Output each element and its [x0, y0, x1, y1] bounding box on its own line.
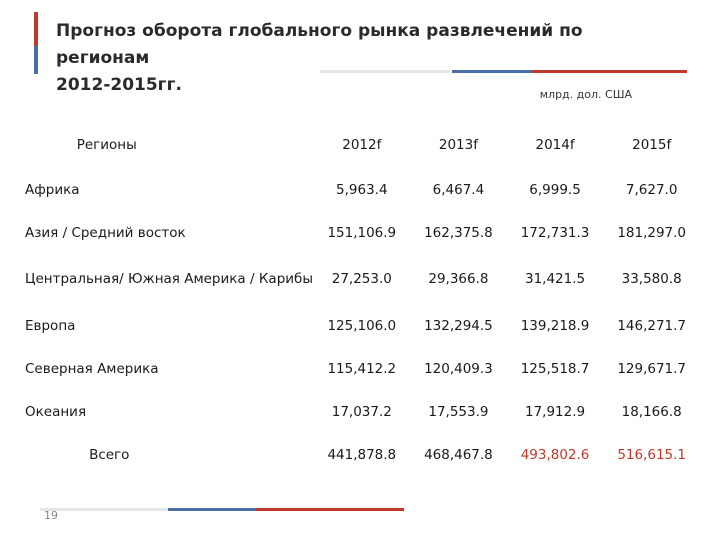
- value-cell: 17,037.2: [331, 403, 392, 420]
- header-year: 2013f: [438, 137, 478, 153]
- value-cell: 7,627.0: [625, 181, 678, 198]
- value-cell: 18,166.8: [621, 403, 682, 420]
- value-cell: 125,518.7: [520, 360, 590, 377]
- region-cell: Азия / Средний восток: [25, 224, 186, 241]
- total-label: Всего: [89, 446, 130, 463]
- value-cell: 129,671.7: [617, 360, 687, 377]
- bottom-divider-red: [256, 508, 404, 511]
- top-divider-red: [532, 70, 687, 73]
- value-cell: 132,294.5: [424, 317, 493, 334]
- unit-label: млрд. дол. США: [539, 88, 632, 101]
- total-value-cell: 468,467.8: [424, 446, 493, 463]
- slide-title: [56, 18, 656, 99]
- total-row: [20, 433, 700, 476]
- table-row: [20, 304, 700, 347]
- value-cell: 139,218.9: [520, 317, 590, 334]
- value-cell: 6,467.4: [432, 181, 485, 198]
- header-region: Регионы: [76, 137, 137, 153]
- header-year: 2014f: [535, 137, 575, 153]
- title-accent-blue: [34, 46, 38, 74]
- forecast-table: [20, 122, 700, 476]
- value-cell: 6,999.5: [529, 181, 581, 198]
- page-number: 19: [44, 509, 58, 522]
- title-accent-red: [34, 12, 38, 46]
- value-cell: 17,912.9: [524, 403, 586, 420]
- slide-title-line1: Прогноз оборота глобального рынка развлечений по регионам: [56, 21, 583, 68]
- value-cell: 31,421.5: [524, 271, 586, 287]
- value-cell: 162,375.8: [424, 224, 493, 241]
- total-value-highlight: 493,802.6: [520, 446, 590, 463]
- value-cell: 146,271.7: [617, 317, 687, 334]
- table-row: [20, 254, 700, 304]
- region-cell: Океания: [25, 403, 87, 420]
- value-cell: 172,731.3: [520, 224, 590, 241]
- region-cell: Европа: [25, 317, 76, 334]
- header-year: 2012f: [342, 137, 382, 153]
- header-year: 2015f: [632, 137, 672, 153]
- header-row: [20, 122, 700, 168]
- region-cell: Северная Америка: [25, 360, 159, 377]
- value-cell: 181,297.0: [617, 224, 687, 241]
- value-cell: 120,409.3: [424, 360, 493, 377]
- table-row: [20, 390, 700, 433]
- value-cell: 29,366.8: [428, 271, 489, 287]
- top-divider-blue: [452, 70, 532, 73]
- total-value-cell: 441,878.8: [327, 446, 397, 463]
- value-cell: 125,106.0: [327, 317, 397, 334]
- value-cell: 151,106.9: [327, 224, 397, 241]
- region-cell: Центральная/ Южная Америка / Карибы: [25, 271, 314, 287]
- value-cell: 27,253.0: [331, 271, 392, 287]
- table-row: [20, 347, 700, 390]
- table-row: [20, 211, 700, 254]
- slide-title-line2: 2012-2015гг.: [56, 75, 182, 95]
- total-value-highlight: 516,615.1: [617, 446, 687, 463]
- bottom-divider-gray: [40, 508, 168, 511]
- bottom-divider-blue: [168, 508, 256, 511]
- table-row: [20, 168, 700, 211]
- value-cell: 5,963.4: [336, 181, 388, 198]
- top-divider-gray: [320, 70, 450, 73]
- value-cell: 115,412.2: [327, 360, 397, 377]
- value-cell: 33,580.8: [621, 271, 682, 287]
- region-cell: Африка: [25, 181, 80, 198]
- value-cell: 17,553.9: [428, 403, 489, 420]
